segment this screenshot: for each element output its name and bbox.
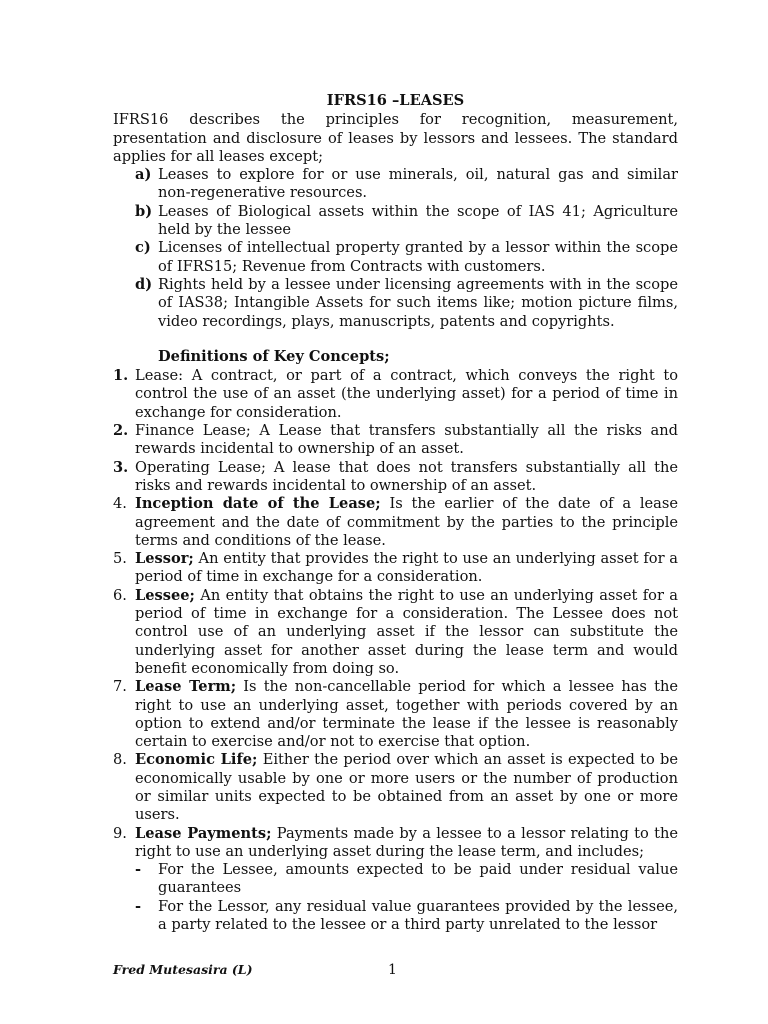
definition-item bbox=[113, 422, 678, 459]
exception-marker: a) bbox=[135, 166, 152, 184]
dash-marker: - bbox=[135, 861, 142, 879]
definition-text: Finance Lease; A Lease that transfers substantially all the risks and rewards incidental to ownership of an asset. bbox=[135, 422, 678, 458]
definitions-list bbox=[113, 367, 678, 934]
definition-number: 2. bbox=[113, 422, 129, 440]
definition-text: Lease: A contract, or part of a contract, which conveys the right to control the use of an asset (the underlying asset) for a period of time in exchange for consideration. bbox=[135, 367, 678, 421]
definition-text: An entity that obtains the right to use an underlying asset for a period of time in exchange for a consideration. The Lessee does not control use of an underlying asset if the lessor can substitute the underlying asset for another asset during the lease term and would benefit economically from doing so. bbox=[135, 586, 678, 677]
lease-payments-sublist bbox=[135, 861, 678, 934]
definition-number: 7. bbox=[113, 678, 127, 696]
sublist-text: For the Lessee, amounts expected to be paid under residual value guarantees bbox=[158, 861, 678, 897]
exception-marker: b) bbox=[135, 202, 153, 220]
definition-number: 8. bbox=[113, 751, 127, 769]
definition-item bbox=[113, 367, 678, 422]
definition-item bbox=[113, 678, 678, 751]
definition-text: Is the non-cancellable period for which a lessee has the right to use an underlying asset, together with periods covered by an option to extend and/or terminate the lease if the lessee is reasonably certain to exercise and/or not to exercise that option. bbox=[135, 678, 678, 751]
definition-number: 9. bbox=[113, 824, 127, 842]
exception-text: Leases of Biological assets within the scope of IAS 41; Agriculture held by the lessee bbox=[158, 202, 678, 239]
definition-term: Lessee; bbox=[135, 586, 195, 604]
definitions-heading: Definitions of Key Concepts; bbox=[158, 347, 390, 365]
definition-term: Lease Payments; bbox=[135, 824, 272, 842]
exception-item bbox=[113, 203, 678, 240]
intro-paragraph: IFRS16 describes the principles for recognition, measurement, presentation and disclosure of leases by lessors and lessees. The standard applies for all leases except; bbox=[113, 111, 678, 165]
exception-item bbox=[113, 239, 678, 276]
exception-marker: d) bbox=[135, 275, 153, 293]
definition-item bbox=[113, 495, 678, 550]
definition-text: Either the period over which an asset is expected to be economically usable by one or more users or the number of production or similar units expected to be obtained from an asset by one or more users. bbox=[135, 751, 679, 824]
exception-item bbox=[113, 276, 678, 331]
definition-number: 5. bbox=[113, 550, 127, 568]
exception-marker: c) bbox=[135, 239, 151, 257]
sublist-text: For the Lessor, any residual value guarantees provided by the lessee, a party related to the lessee or a third party unrelated to the lessor bbox=[158, 897, 678, 934]
page-content bbox=[113, 92, 678, 934]
exception-text: Licenses of intellectual property granted by a lessor within the scope of IFRS15; Revenue from Contracts with customers. bbox=[158, 239, 678, 275]
definition-term: Economic Life; bbox=[135, 751, 258, 769]
definition-number: 4. bbox=[113, 495, 127, 513]
definition-text: An entity that provides the right to use an underlying asset for a period of time in exchange for a consideration. bbox=[135, 550, 678, 586]
exception-text: Rights held by a lessee under licensing agreements with in the scope of IAS38; Intangible Assets for such items like; motion picture films, video recordings, plays, manuscripts, patents and copyrights. bbox=[158, 275, 678, 330]
definition-text: Payments made by a lessee to a lessor relating to the right to use an underlying asset during the lease term, and includes; bbox=[135, 824, 678, 860]
definition-number: 6. bbox=[113, 586, 127, 604]
definition-item bbox=[113, 459, 678, 496]
exception-item bbox=[113, 166, 678, 203]
definition-term: Lessor; bbox=[135, 550, 194, 568]
definition-text: Is the earlier of the date of a lease agreement and the date of commitment by the parties to the principle terms and conditions of the lease. bbox=[135, 495, 678, 549]
dash-marker: - bbox=[135, 897, 142, 915]
definition-term: Inception date of the Lease; bbox=[135, 495, 381, 513]
definition-number: 3. bbox=[113, 458, 129, 476]
page-title: IFRS16 –LEASES bbox=[326, 92, 465, 109]
definition-item bbox=[113, 587, 678, 678]
exception-text: Leases to explore for or use minerals, oil, natural gas and similar non-regenerative resources. bbox=[158, 166, 678, 202]
definition-text: Operating Lease; A lease that does not transfers substantially all the risks and rewards incidental to ownership of an asset. bbox=[135, 458, 678, 494]
sublist-item bbox=[135, 898, 678, 935]
definition-item bbox=[113, 550, 678, 587]
exceptions-list bbox=[113, 166, 678, 331]
definition-item bbox=[113, 751, 678, 824]
footer-author: Fred Mutesasira (L) bbox=[113, 962, 253, 977]
definition-number: 1. bbox=[113, 367, 129, 385]
page-number: 1 bbox=[388, 962, 397, 978]
sublist-item bbox=[135, 861, 678, 898]
definition-item bbox=[113, 825, 678, 935]
definition-term: Lease Term; bbox=[135, 678, 237, 696]
